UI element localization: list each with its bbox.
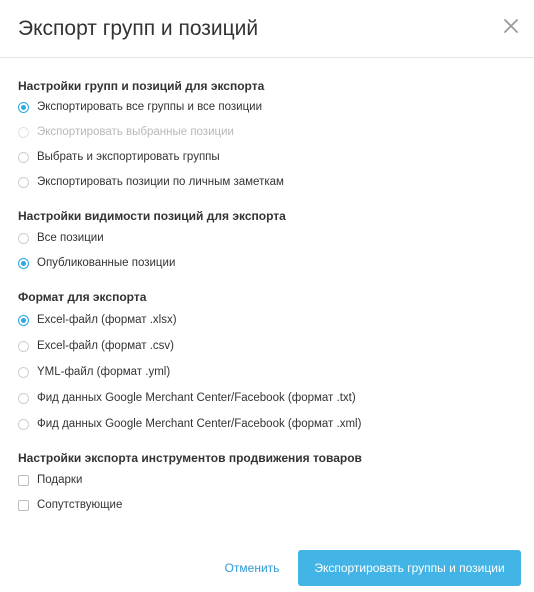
section-title-visibility: Настройки видимости позиций для экспорта xyxy=(18,209,286,223)
radio-button[interactable] xyxy=(18,152,29,163)
radio-label: Выбрать и экспортировать группы xyxy=(37,151,220,163)
radio-format-xlsx[interactable] xyxy=(18,313,177,327)
radio-button[interactable] xyxy=(18,177,29,188)
radio-format-yml[interactable] xyxy=(18,365,170,379)
radio-label: Опубликованные позиции xyxy=(37,257,176,269)
checkbox[interactable] xyxy=(18,475,29,486)
radio-label: Экспортировать позиции по личным заметкам xyxy=(37,176,284,188)
radio-format-csv[interactable] xyxy=(18,339,174,353)
radio-button[interactable] xyxy=(18,258,29,269)
radio-label: Excel-файл (формат .csv) xyxy=(37,340,175,352)
checkbox-label: Подарки xyxy=(37,474,83,486)
section-title-format: Формат для экспорта xyxy=(18,290,147,304)
radio-button[interactable] xyxy=(18,315,29,326)
dialog-title: Экспорт групп и позиций xyxy=(18,16,259,40)
checkbox-gifts[interactable] xyxy=(18,473,82,487)
checkbox-related[interactable] xyxy=(18,498,122,512)
radio-button[interactable] xyxy=(18,419,29,430)
radio-export-all[interactable] xyxy=(18,100,262,114)
radio-choose-groups[interactable] xyxy=(18,150,220,164)
radio-label: Фид данных Google Merchant Center/Facebook (формат .txt) xyxy=(37,392,356,404)
radio-label: Фид данных Google Merchant Center/Facebook (формат .xml) xyxy=(37,418,362,430)
radio-label: YML-файл (формат .yml) xyxy=(37,366,171,378)
cancel-button[interactable]: Отменить xyxy=(224,561,280,575)
radio-export-selected xyxy=(18,125,234,139)
radio-label: Экспортировать выбранные позиции xyxy=(37,126,234,138)
section-title-scope: Настройки групп и позиций для экспорта xyxy=(18,79,265,93)
radio-button[interactable] xyxy=(18,367,29,378)
radio-label: Все позиции xyxy=(37,232,104,244)
radio-all-positions[interactable] xyxy=(18,231,104,245)
radio-format-xml[interactable] xyxy=(18,417,361,431)
checkbox-label: Сопутствующие xyxy=(37,499,123,511)
radio-button[interactable] xyxy=(18,233,29,244)
radio-label: Экспортировать все группы и все позиции xyxy=(37,101,263,113)
radio-format-txt[interactable] xyxy=(18,391,356,405)
section-title-promo: Настройки экспорта инструментов продвижения товаров xyxy=(18,451,362,465)
radio-button[interactable] xyxy=(18,393,29,404)
radio-export-notes[interactable] xyxy=(18,175,284,189)
radio-button xyxy=(18,127,29,138)
close-icon[interactable] xyxy=(500,15,522,37)
checkbox[interactable] xyxy=(18,500,29,511)
radio-published-positions[interactable] xyxy=(18,256,175,270)
radio-button[interactable] xyxy=(18,102,29,113)
radio-label: Excel-файл (формат .xlsx) xyxy=(37,314,177,326)
export-button[interactable]: Экспортировать группы и позиции xyxy=(298,550,521,586)
dialog-header xyxy=(0,0,534,58)
radio-button[interactable] xyxy=(18,341,29,352)
